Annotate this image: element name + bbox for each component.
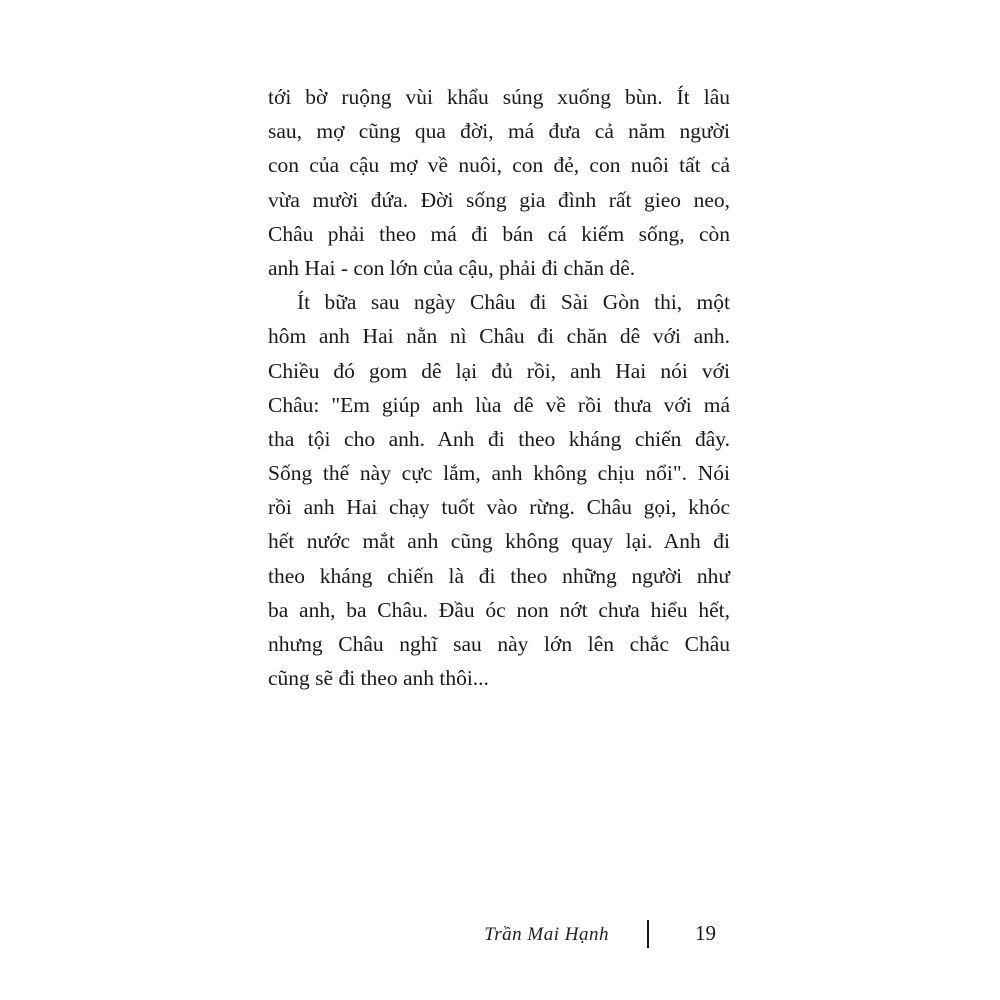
text-line: Châu: "Em giúp anh lùa dê về rồi thưa với má [268,392,730,417]
text-line: tới bờ ruộng vùi khẩu súng xuống bùn. Ít lâu [268,85,730,109]
text-line: sau, mợ cũng qua đời, má đưa cả năm người [268,119,730,144]
footer-divider [647,920,649,948]
page-footer [0,918,1000,958]
text-line: con của cậu mợ về nuôi, con đẻ, con nuôi tất cả [268,153,730,178]
paragraph-1 [268,80,730,285]
text-line: ba anh, ba Châu. Đầu óc non nớt chưa hiểu hết, [268,597,730,622]
text-line: Sống thế này cực lắm, anh không chịu nổi". Nói [268,461,730,486]
text-line: Châu phải theo má đi bán cá kiếm sống, còn [268,221,730,246]
text-line: Ít bữa sau ngày Châu đi Sài Gòn thi, một [297,290,730,315]
text-line: nhưng Châu nghĩ sau này lớn lên chắc Châu [268,632,730,656]
text-line: theo kháng chiến là đi theo những người như [268,563,730,588]
text-line: rồi anh Hai chạy tuốt vào rừng. Châu gọi, khóc [268,495,730,520]
page-number: 19 [695,921,716,945]
text-line: Chiều đó gom dê lại đủ rồi, anh Hai nói với [268,358,730,383]
text-line: tha tội cho anh. Anh đi theo kháng chiến đây. [268,426,730,451]
text-line: anh Hai - con lớn của cậu, phải đi chăn dê. [268,255,636,280]
text-line: hôm anh Hai nằn nì Châu đi chăn dê với anh. [268,324,730,349]
text-line: vừa mười đứa. Đời sống gia đình rất gieo neo, [268,187,730,212]
text-line: cũng sẽ đi theo anh thôi... [268,666,489,691]
text-line: hết nước mắt anh cũng không quay lại. Anh đi [268,529,730,554]
author-name: Trần Mai Hạnh [484,924,609,945]
body-text [268,80,730,695]
paragraph-2 [268,285,730,695]
